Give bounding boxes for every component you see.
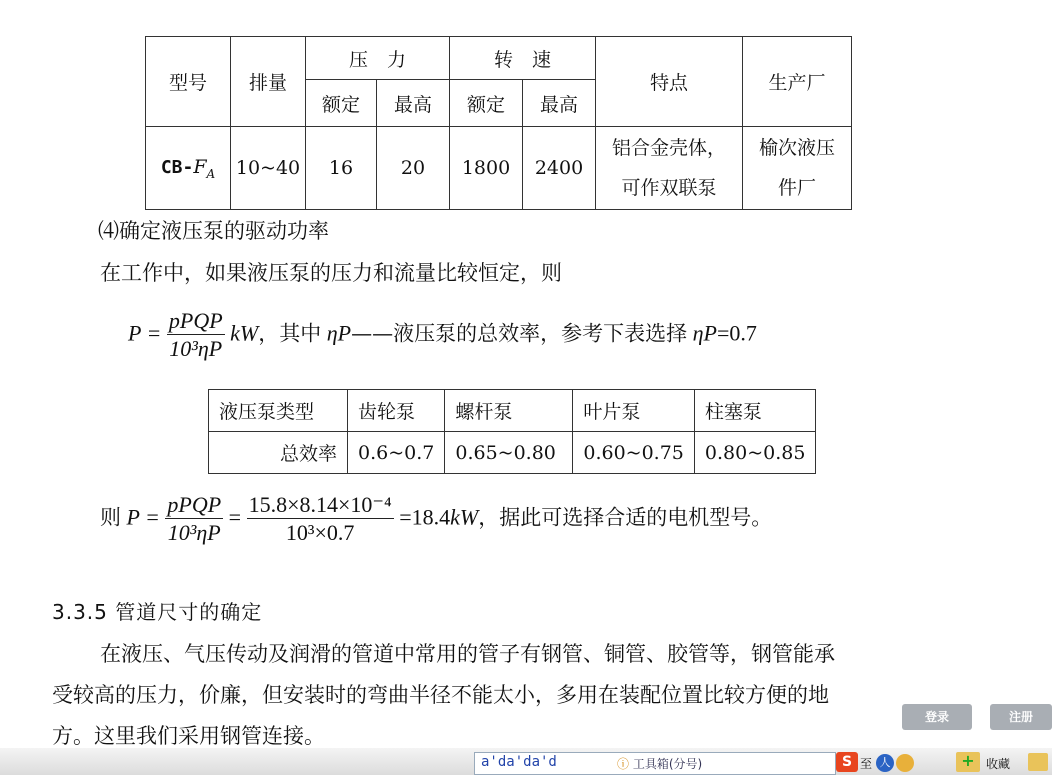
search-input[interactable]: a'da'da'd ⓘ 工具箱(分号) [474, 752, 836, 775]
eff-header-gear: 齿轮泵 [348, 390, 445, 432]
power-fraction: $\frac{\text{pPQP}}{\text{10³ηP}}$ [168, 308, 223, 361]
intro-line: 在工作中，如果液压泵的压力和流量比较恒定，则 [100, 261, 562, 285]
eff-header-screw: 螺杆泵 [445, 390, 573, 432]
zhi-label: 至 [860, 757, 873, 771]
header-displacement: 排量 [231, 37, 306, 127]
cell-pressure-rated: 16 [306, 127, 377, 210]
cell-speed-rated: 1800 [450, 127, 523, 210]
header-pressure-max: 最高 [377, 80, 450, 127]
info-icon: ⓘ [617, 757, 630, 771]
folder-icon[interactable] [1028, 753, 1048, 771]
sogou-icon[interactable]: S [836, 752, 858, 772]
eff-gear: 0.6~0.7 [348, 432, 445, 474]
header-feature: 特点 [596, 37, 743, 127]
body-paragraph: 在液压、气压传动及润滑的管道中常用的管子有钢管、铜管、胶管等，钢管能承 受较高的压力，价廉，但安装时的弯曲半径不能太小，多用在装配位置比较方便的地 方。这里我们采用钢管连接。 [52, 642, 835, 748]
register-button[interactable]: 注册 [990, 704, 1052, 730]
compass-icon[interactable] [896, 754, 914, 772]
eff-header-piston: 柱塞泵 [694, 390, 816, 432]
header-speed: 转 速 [450, 37, 596, 80]
cell-speed-max: 2400 [523, 127, 596, 210]
eff-screw: 0.65~0.80 [445, 432, 573, 474]
eff-header-type: 液压泵类型 [209, 390, 348, 432]
cell-pressure-max: 20 [377, 127, 450, 210]
header-speed-rated: 额定 [450, 80, 523, 127]
toolbox-label[interactable]: ⓘ 工具箱(分号) [617, 757, 703, 771]
cell-displacement: 10~40 [231, 127, 306, 210]
person-icon[interactable]: 人 [876, 754, 894, 772]
header-speed-max: 最高 [523, 80, 596, 127]
header-model: 型号 [146, 37, 231, 127]
pump-spec-table [145, 36, 852, 210]
add-favorite-icon[interactable]: + [956, 752, 980, 772]
cell-maker: 榆次液压 件厂 [743, 127, 852, 210]
favorites-label[interactable]: 收藏 [986, 757, 1011, 771]
header-pressure-rated: 额定 [306, 80, 377, 127]
eff-row-label: 总效率 [209, 432, 348, 474]
eff-piston: 0.80~0.85 [694, 432, 816, 474]
power-calculation: 则 P = $\frac{\text{pPQP}}{\text{10³ηP}}$ = $\frac{\text{15.8×8.14×10⁻⁴}}{\text{10³×0.7}}$ =18.4kW，据此可选择合适的电机型号。 [100, 492, 773, 545]
login-button[interactable]: 登录 [902, 704, 972, 730]
efficiency-table [208, 389, 816, 474]
eff-header-vane: 叶片泵 [573, 390, 695, 432]
section-heading: 3.3.5 管道尺寸的确定 [52, 600, 263, 624]
step4-title: ⑷确定液压泵的驱动功率 [98, 219, 329, 243]
cell-model: $CB-F_A$ [146, 127, 231, 210]
eff-vane: 0.60~0.75 [573, 432, 695, 474]
header-maker: 生产厂 [743, 37, 852, 127]
power-formula: P = $\frac{\text{pPQP}}{\text{10³ηP}}$ kW，其中 ηP——液压泵的总效率，参考下表选择 ηP=0.7 [128, 308, 757, 361]
header-pressure: 压 力 [306, 37, 450, 80]
cell-feature: 铝合金壳体， 可作双联泵 [596, 127, 743, 210]
